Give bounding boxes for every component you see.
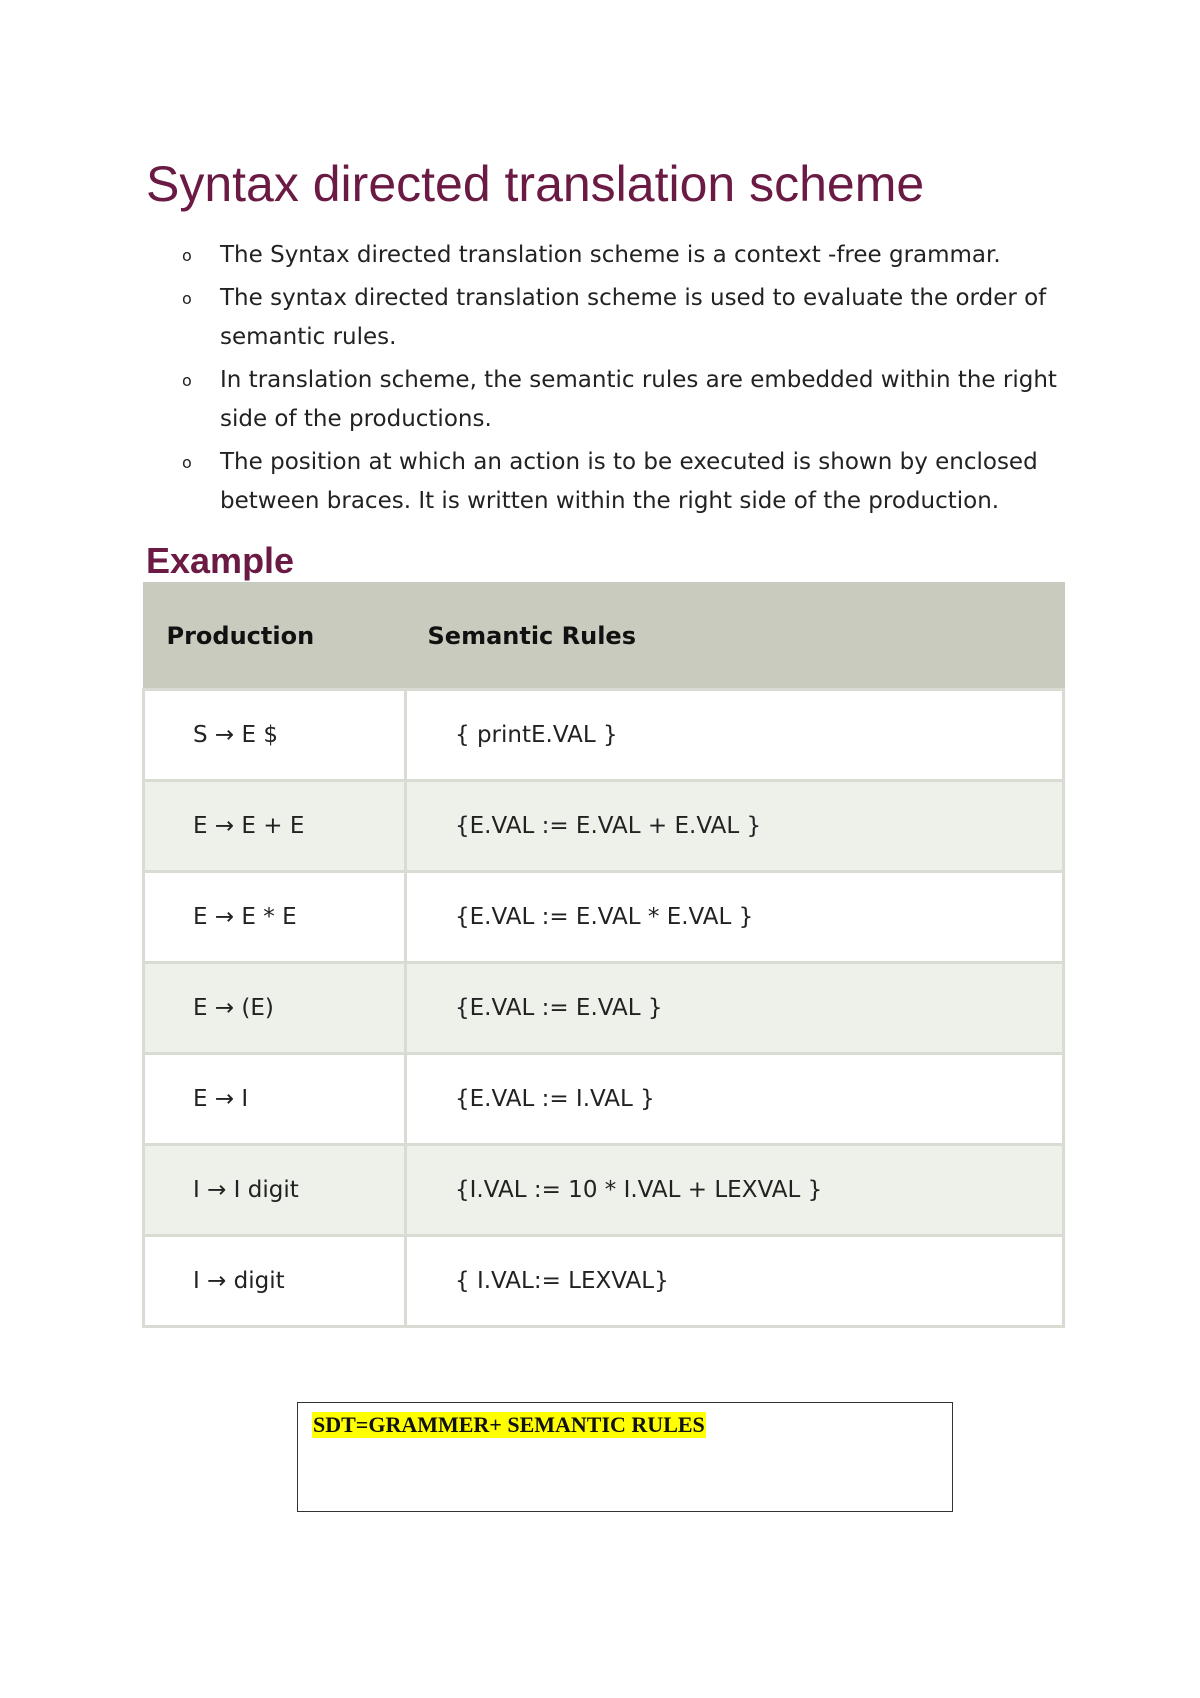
page-title: Syntax directed translation scheme — [146, 156, 925, 212]
semantic-rules-table — [142, 582, 1065, 1328]
bullet-text: The Syntax directed translation scheme is a context -free grammar. — [220, 242, 1001, 268]
bullet-icon: o — [182, 289, 192, 308]
production-cell: E → I — [144, 1054, 406, 1145]
bullet-text: In translation scheme, the semantic rules are embedded within the right side of the productions. — [220, 367, 1057, 432]
list-item — [180, 279, 1080, 357]
bullet-list — [180, 236, 1080, 525]
bullet-text: The syntax directed translation scheme is used to evaluate the order of semantic rules. — [220, 285, 1047, 350]
production-cell: E → (E) — [144, 963, 406, 1054]
semantic-rule-cell: {E.VAL := I.VAL } — [406, 1054, 1064, 1145]
table-row — [144, 1054, 1064, 1145]
table-row — [144, 872, 1064, 963]
semantic-rule-cell: {E.VAL := E.VAL * E.VAL } — [406, 872, 1064, 963]
column-header-production: Production — [144, 583, 406, 690]
list-item — [180, 443, 1080, 521]
table-row — [144, 1236, 1064, 1327]
semantic-rule-cell: {E.VAL := E.VAL } — [406, 963, 1064, 1054]
production-cell: E → E + E — [144, 781, 406, 872]
table-row — [144, 781, 1064, 872]
semantic-rule-cell: {I.VAL := 10 * I.VAL + LEXVAL } — [406, 1145, 1064, 1236]
table-row — [144, 1145, 1064, 1236]
column-header-semantic-rules: Semantic Rules — [406, 583, 1064, 690]
semantic-rule-cell: {E.VAL := E.VAL + E.VAL } — [406, 781, 1064, 872]
table-row — [144, 690, 1064, 781]
table-row — [144, 963, 1064, 1054]
bullet-text: The position at which an action is to be executed is shown by enclosed between braces. It is written within the right side of the production. — [220, 449, 1038, 514]
bullet-icon: o — [182, 371, 192, 390]
bullet-icon: o — [182, 453, 192, 472]
note-box — [297, 1402, 953, 1512]
bullet-icon: o — [182, 246, 192, 265]
production-cell: S → E $ — [144, 690, 406, 781]
list-item — [180, 361, 1080, 439]
list-item — [180, 236, 1080, 275]
table-header-row — [144, 583, 1064, 690]
highlighted-note: SDT=GRAMMER+ SEMANTIC RULES — [313, 1412, 705, 1437]
production-cell: I → digit — [144, 1236, 406, 1327]
production-cell: E → E * E — [144, 872, 406, 963]
production-cell: I → I digit — [144, 1145, 406, 1236]
semantic-rule-cell: { printE.VAL } — [406, 690, 1064, 781]
semantic-rule-cell: { I.VAL:= LEXVAL} — [406, 1236, 1064, 1327]
example-heading: Example — [146, 540, 295, 581]
